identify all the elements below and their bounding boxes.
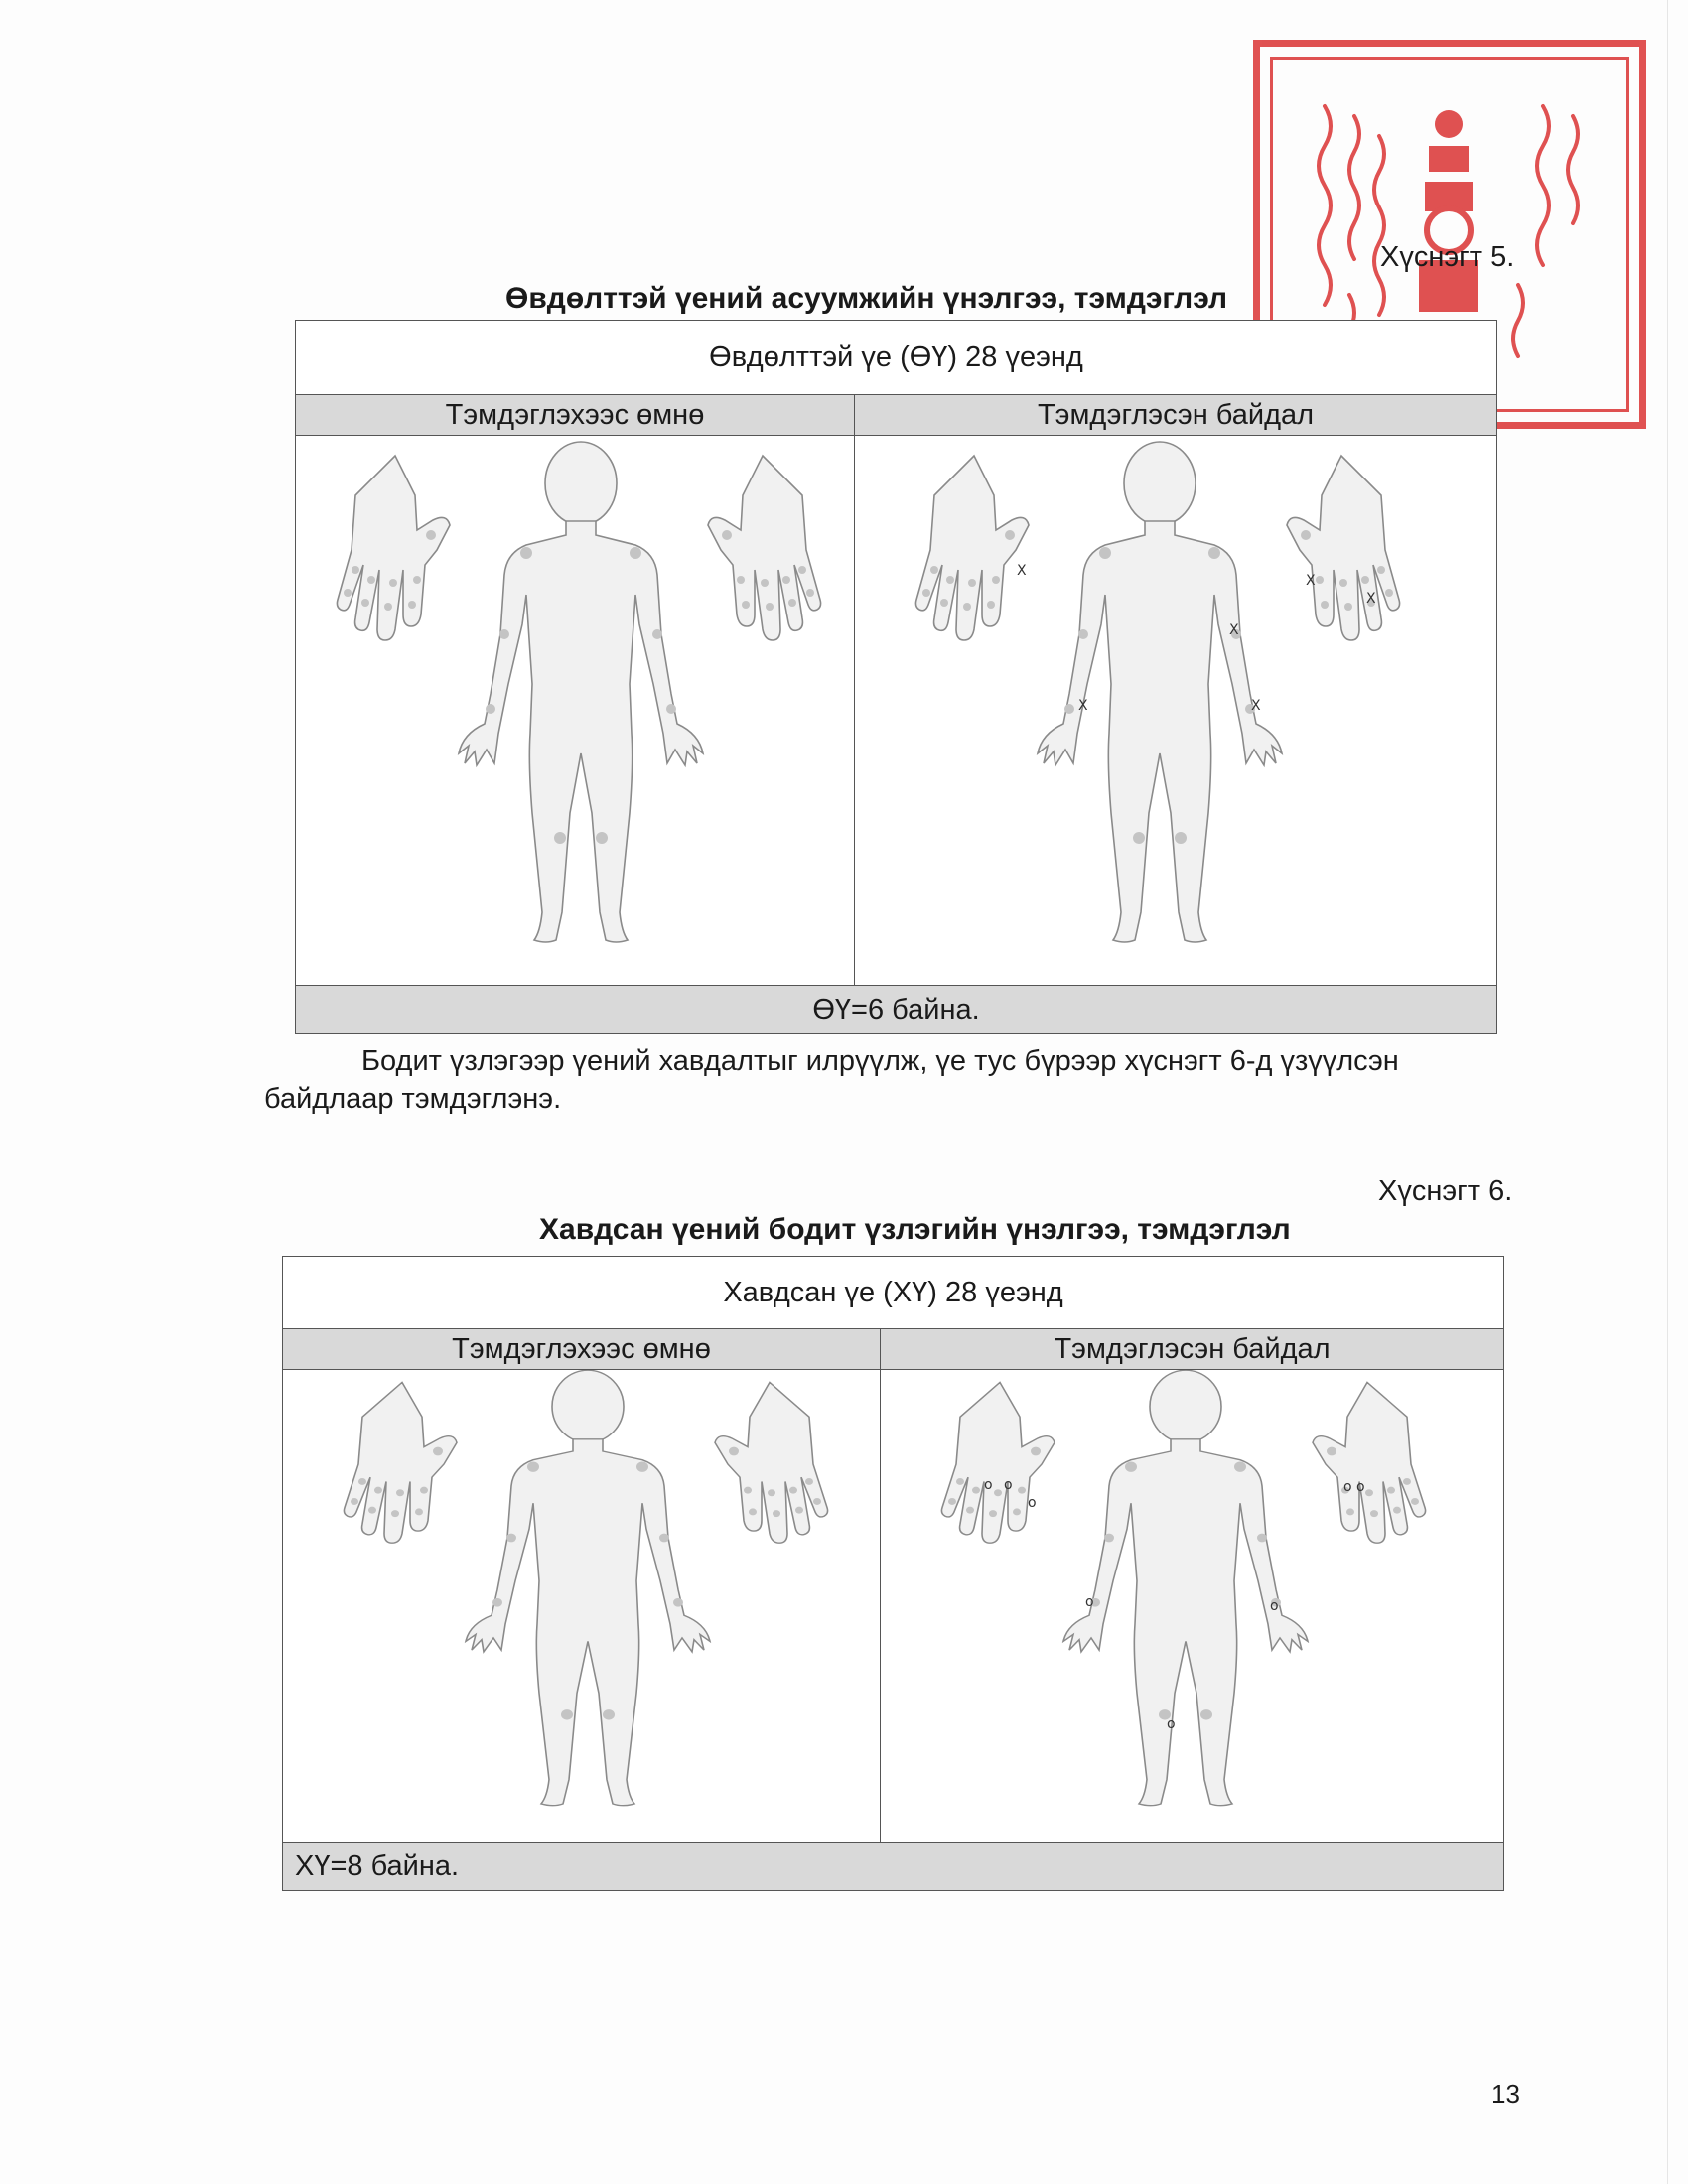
body-text-line1: Бодит үзлэгээр үений хавдалтыг илрүүлж, үе тус бүрээр хүснэгт 6-д үзүүлсэн [361,1045,1399,1077]
page-number: 13 [1491,2079,1520,2109]
table6-body-figure-after [881,1370,1504,1842]
table6-col-after: Тэмдэглэсэн байдал [881,1329,1504,1370]
pain-mark-right-finger: X [1017,563,1027,579]
swelling-mark-1: o [984,1477,993,1493]
table5-body-figure-after [855,436,1497,985]
table6-title: Хавдсан үений бодит үзлэгийн үнэлгээ, тэмдэглэл [539,1213,1291,1246]
table6-label: Хүснэгт 6. [1378,1175,1513,1207]
table6-figure-after [881,1370,1504,1843]
table5-figure-before [296,436,855,986]
pain-mark-left-finger-2: X [1366,591,1376,607]
table5-col-after: Тэмдэглэсэн байдал [855,395,1497,436]
pain-mark-left-elbow: X [1229,622,1239,638]
table6-figure-before [283,1370,881,1843]
table5-footer: ӨҮ=6 байна. [296,986,1497,1034]
swelling-mark-4: o [1343,1479,1352,1495]
swelling-mark-8: o [1167,1716,1176,1732]
table6 [282,1256,1504,1891]
table6-footer: ХҮ=8 байна. [283,1843,1504,1891]
swelling-mark-2: o [1004,1477,1013,1493]
swelling-mark-6: o [1085,1594,1094,1610]
swelling-mark-3: o [1028,1495,1037,1511]
table5-label: Хүснэгт 5. [1380,241,1515,273]
table5-figure-after [855,436,1497,986]
table5-body-figure-before [296,436,855,985]
pain-mark-left-finger-1: X [1306,573,1316,589]
table6-header: Хавдсан үе (ХҮ) 28 үеэнд [283,1257,1504,1329]
body-text-line2: байдлаар тэмдэглэнэ. [264,1083,562,1115]
table5-col-before: Тэмдэглэхээс өмнө [296,395,855,436]
table5-header: Өвдөлттэй үе (ӨҮ) 28 үеэнд [296,321,1497,395]
page-edge [1667,0,1668,2184]
table5 [295,320,1497,1034]
swelling-mark-7: o [1270,1598,1279,1614]
table6-body-figure-before [283,1370,881,1842]
table6-col-before: Тэмдэглэхээс өмнө [283,1329,881,1370]
table5-title: Өвдөлттэй үений асуумжийн үнэлгээ, тэмдэглэл [505,282,1228,315]
pain-mark-left-wrist: X [1251,698,1261,714]
swelling-mark-5: o [1356,1479,1365,1495]
pain-mark-right-wrist: X [1078,698,1088,714]
